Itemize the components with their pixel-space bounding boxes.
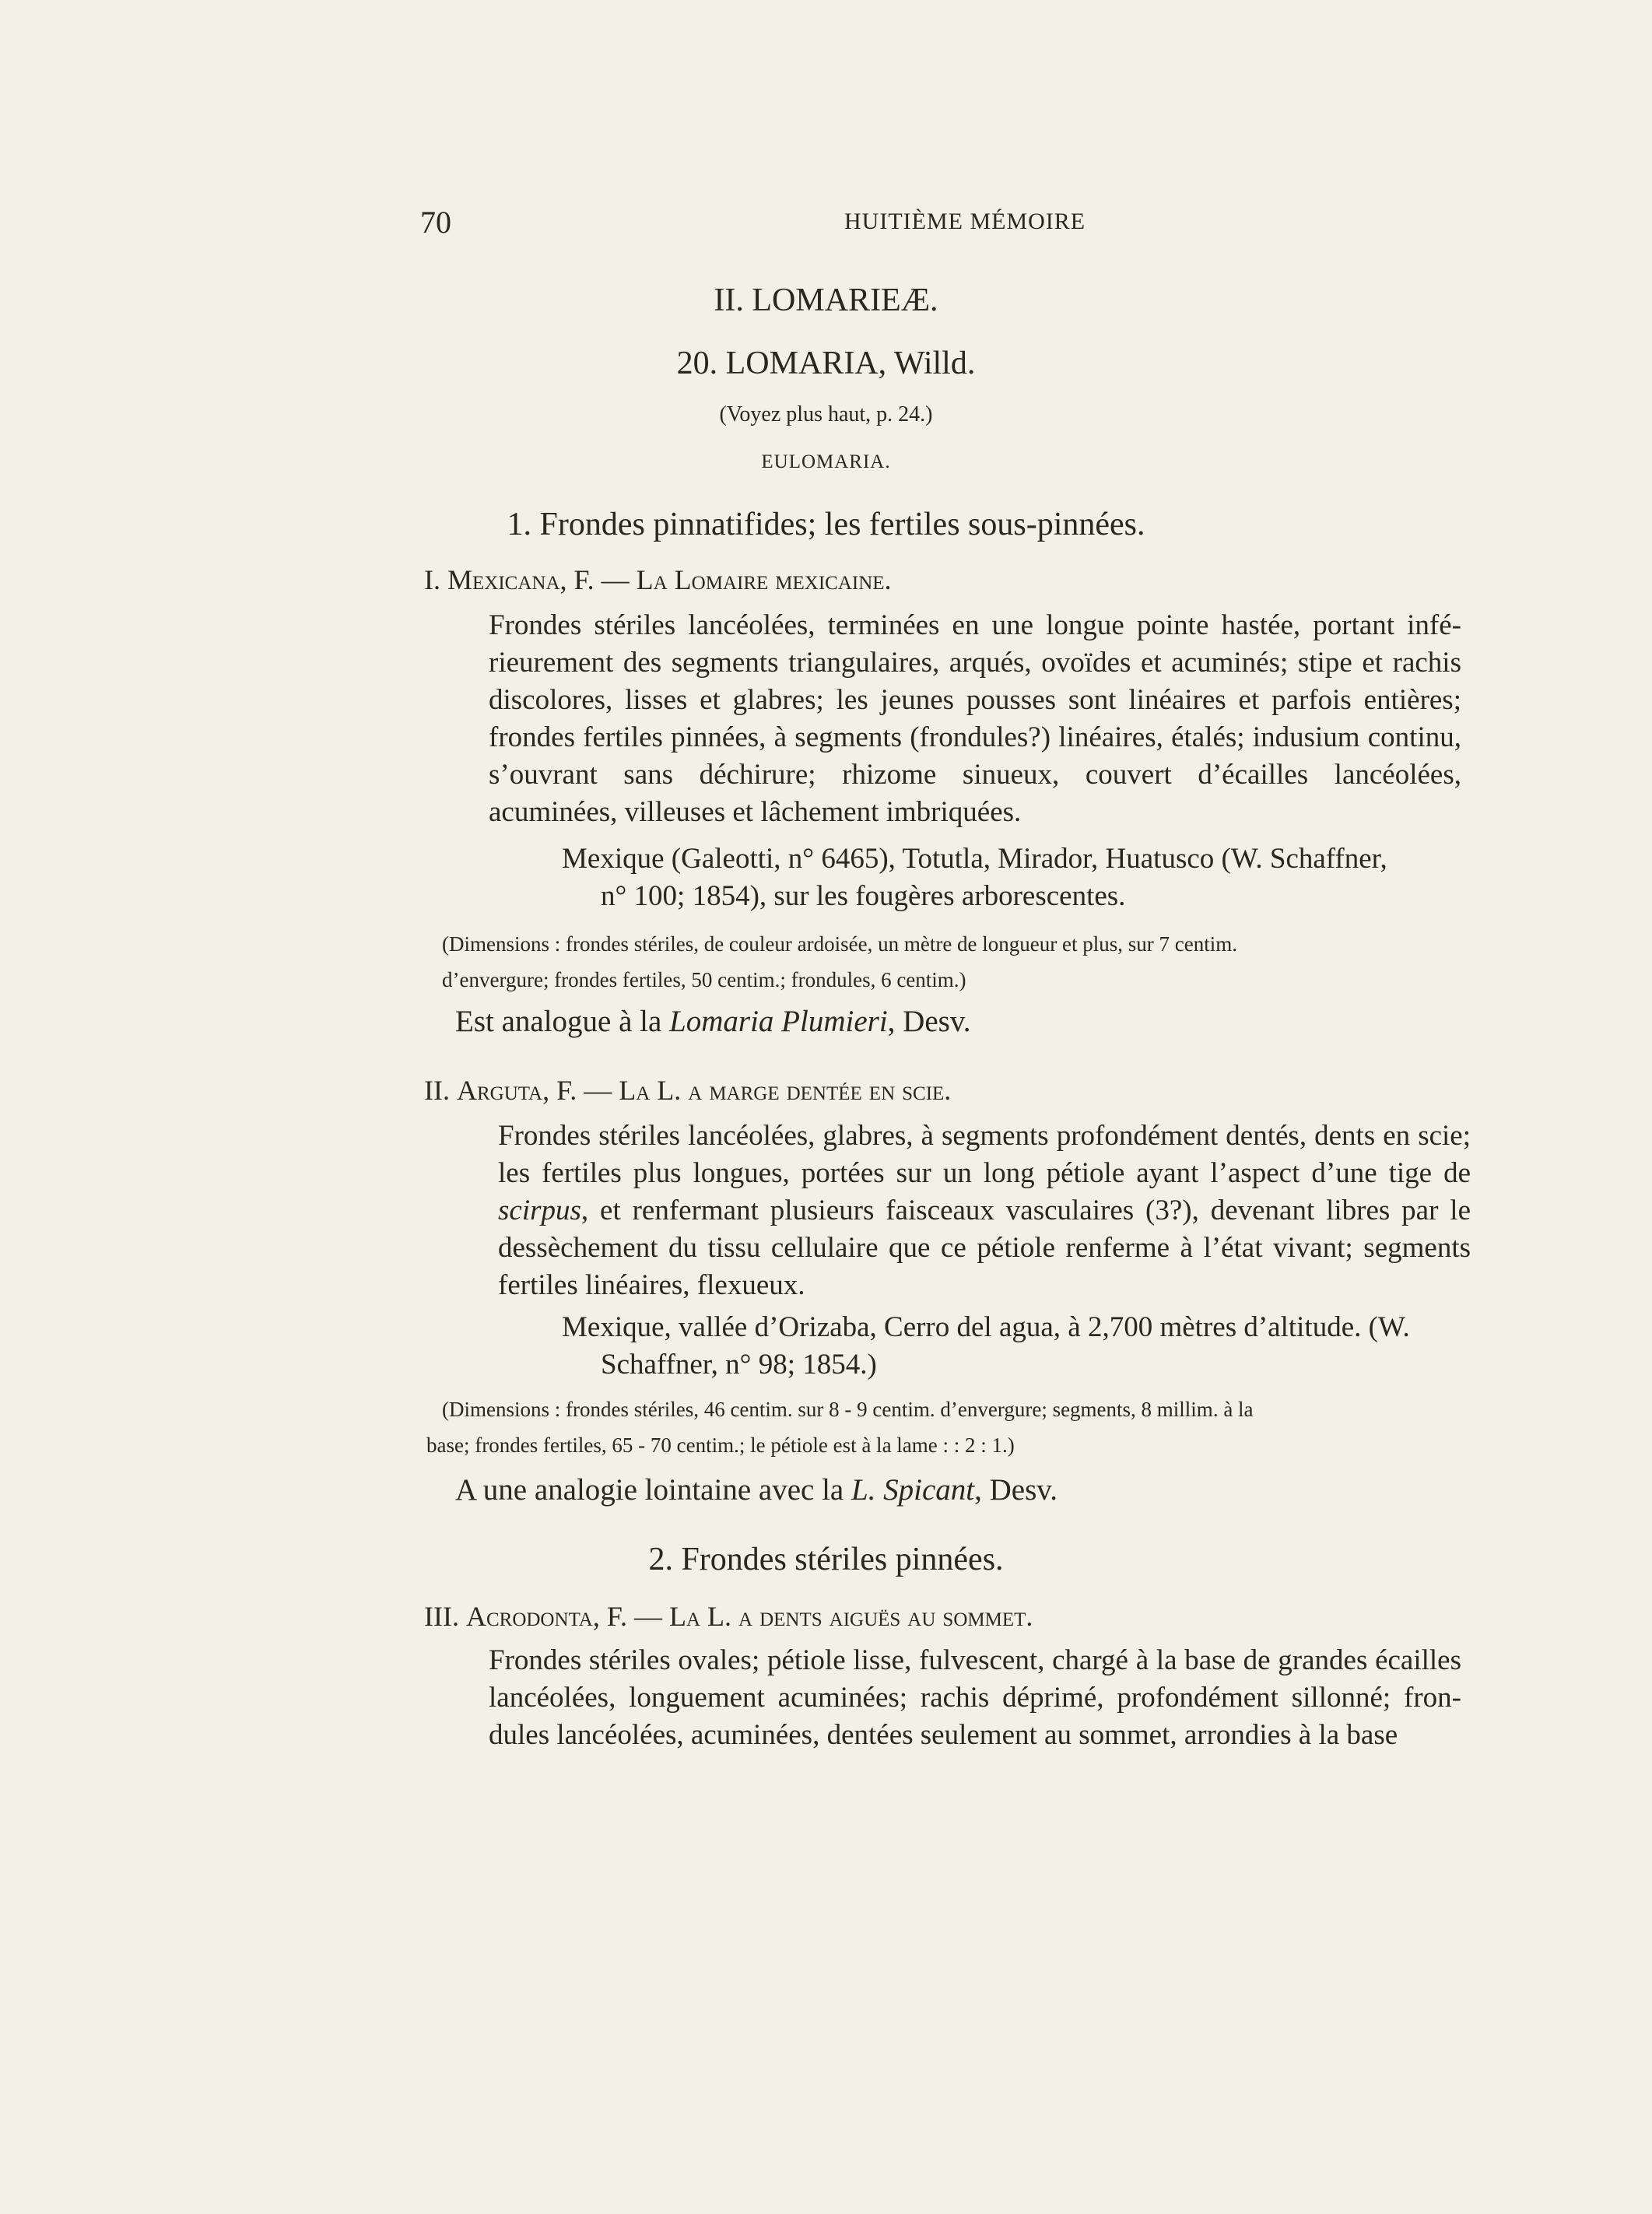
locality-line-2: n° 100; 1854), sur les fougères arborescentes. bbox=[601, 880, 1126, 912]
species-description-mexicana: Frondes stériles lancéolées, terminées en une longue pointe hastée, portant infé-rieurement des segments triangulaires, arqués, ovoïdes et acuminés; stipe et rachis discolores, lisses et glabres; les jeunes pousses sont linéaires et parfois entières; frondes fertiles pinnées, à segments (frondules?) linéaires, étalés; indusium continu, s’ouvrant sans déchirure; rhizome sinueux, couvert d’écailles lancéolées, acuminées, villeuses et lâchement imbriquées. bbox=[489, 609, 1461, 828]
species-description-arguta: Frondes stériles lancéolées, glabres, à segments profondément dentés, dents en scie; les fertiles plus longues, portées sur un long pétiole ayant l’aspect d’une tige de scirpus, et renfermant plusieurs faisceaux vasculaires (3?), devenant libres par le dessèchement du tissu cellulaire que ce pétiole renferme à l’état vivant; segments fertiles linéaires, flexueux. bbox=[498, 1120, 1471, 1301]
species-numeral: I. bbox=[424, 564, 440, 595]
tribe-title: II. LOMARIEÆ. bbox=[714, 282, 938, 318]
species-author: , F. — bbox=[592, 1601, 669, 1632]
species-author: , F. — bbox=[559, 564, 637, 595]
species-name: Arguta bbox=[456, 1075, 543, 1106]
section-heading-2: 2. Frondes stériles pinnées. bbox=[648, 1542, 1004, 1577]
taxon-name: scirpus bbox=[498, 1195, 581, 1226]
analogy-note-arguta: A une analogie lointaine avec la L. Spicant, Desv. bbox=[455, 1473, 1058, 1507]
locality-line-1: Mexique, vallée d’Orizaba, Cerro del agua, à 2,700 mètres d’altitude. (W. bbox=[562, 1311, 1410, 1343]
locality-line-2: Schaffner, n° 98; 1854.) bbox=[601, 1349, 877, 1381]
species-name: Mexicana bbox=[447, 564, 560, 595]
genus-title: 20. LOMARIA, Willd. bbox=[676, 346, 976, 381]
species-author: , F. — bbox=[542, 1075, 619, 1106]
taxon-name: Lomaria Plumieri bbox=[669, 1005, 888, 1038]
subgenus-title: EULOMARIA. bbox=[761, 451, 891, 472]
species-heading-mexicana bbox=[424, 563, 892, 596]
species-name: Acrodonta bbox=[465, 1601, 593, 1632]
dimensions-line-1: (Dimensions : frondes stériles, de couleur ardoisée, un mètre de longueur et plus, sur 7 centim. bbox=[442, 932, 1237, 956]
species-description-acrodonta: Frondes stériles ovales; pétiole lisse, fulvescent, chargé à la base de grandes écailles lancéolées, longuement acuminées; rachis déprimé, profondément sillonné; fron-dules lancéolées, acuminées, dentées seulement au sommet, arrondies à la base bbox=[489, 1644, 1461, 1751]
species-numeral: II. bbox=[424, 1075, 450, 1106]
section-heading-1: 1. Frondes pinnatifides; les fertiles sous-pinnées. bbox=[507, 507, 1145, 542]
page-number: 70 bbox=[420, 205, 451, 240]
analogy-note-mexicana: Est analogue à la Lomaria Plumieri, Desv. bbox=[455, 1005, 971, 1038]
species-heading-arguta bbox=[424, 1074, 951, 1107]
species-common-name: La Lomaire mexicaine. bbox=[636, 564, 892, 595]
species-numeral: III. bbox=[424, 1601, 459, 1632]
species-common-name: La L. a marge dentée en scie. bbox=[619, 1075, 952, 1106]
locality-line-1: Mexique (Galeotti, n° 6465), Totutla, Mirador, Huatusco (W. Schaffner, bbox=[562, 843, 1387, 875]
species-heading-acrodonta bbox=[424, 1600, 1033, 1633]
running-title: HUITIÈME MÉMOIRE bbox=[844, 209, 1086, 234]
dimensions-line-2: base; frondes fertiles, 65 - 70 centim.; le pétiole est à la lame : : 2 : 1.) bbox=[426, 1433, 1015, 1457]
taxon-name: L. Spicant bbox=[851, 1473, 975, 1507]
species-common-name: La L. a dents aiguës au sommet. bbox=[669, 1601, 1033, 1632]
dimensions-line-2: d’envergure; frondes fertiles, 50 centim.; frondules, 6 centim.) bbox=[442, 968, 966, 991]
dimensions-line-1: (Dimensions : frondes stériles, 46 centim. sur 8 - 9 centim. d’envergure; segments, 8 millim. à la bbox=[442, 1398, 1254, 1421]
reference-note: (Voyez plus haut, p. 24.) bbox=[719, 402, 933, 426]
